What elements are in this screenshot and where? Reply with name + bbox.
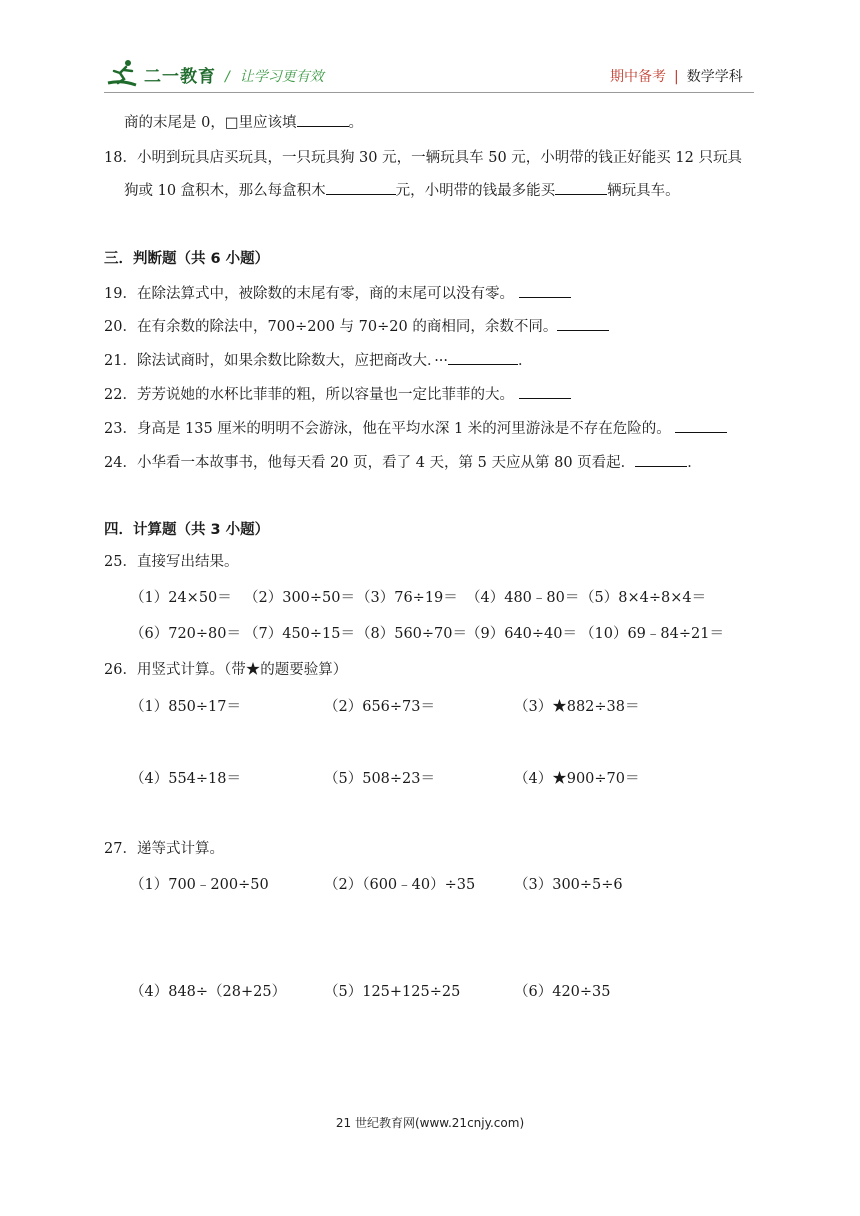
slogan xyxy=(225,66,324,86)
question-25-title: 25．直接写出结果。 xyxy=(104,554,239,570)
q26-item: （2）656÷73＝ xyxy=(324,699,436,715)
q26-item: （4）★900÷70＝ xyxy=(514,771,640,787)
answer-blank[interactable] xyxy=(297,112,349,127)
answer-blank[interactable] xyxy=(635,452,687,467)
question-24 xyxy=(104,452,702,473)
q27-item: （5）125+125÷25 xyxy=(324,984,461,1000)
question-18-part-c: 辆玩具车。 xyxy=(607,183,680,199)
question-18-part-a: 狗或 10 盒积木，那么每盒积木 xyxy=(124,183,326,199)
question-22 xyxy=(104,384,571,405)
logo-text: 二一教育 xyxy=(144,66,216,87)
subject-label: 数学学科 xyxy=(686,69,743,85)
q27-item: （4）848÷（28+25） xyxy=(130,984,287,1000)
question-19-text: 19．在除法算式中，被除数的末尾有零，商的末尾可以没有零。 xyxy=(104,286,514,302)
q25-item: （3）76÷19＝ xyxy=(356,590,458,606)
answer-blank[interactable] xyxy=(555,180,607,195)
answer-blank[interactable] xyxy=(519,283,571,298)
question-24-text: 24．小华看一本故事书，他每天看 20 页，看了 4 天，第 5 天应从第 80 页看起． xyxy=(104,455,636,471)
q25-item: （10）69﹣84÷21＝ xyxy=(580,626,724,642)
answer-blank[interactable] xyxy=(557,316,609,331)
q26-item: （3）★882÷38＝ xyxy=(514,699,640,715)
question-18-line1: 18．小明到玩具店买玩具，一只玩具狗 30 元，一辆玩具车 50 元，小明带的钱正好能买 12 只玩具 xyxy=(104,150,742,166)
q27-item: （2）（600﹣40）÷35 xyxy=(324,877,476,893)
question-18-part-b: 元，小明带的钱最多能买 xyxy=(395,183,556,199)
footer-text: 21 世纪教育网(www.21cnjy.com) xyxy=(335,1116,525,1130)
header-separator: | xyxy=(674,69,679,85)
question-26-title: 26．用竖式计算。（带★的题要验算） xyxy=(104,662,348,678)
question-19 xyxy=(104,283,571,304)
question-23-text: 23．身高是 135 厘米的明明不会游泳，他在平均水深 1 米的河里游泳是不存在危险的。 xyxy=(104,421,671,437)
answer-blank[interactable] xyxy=(675,418,727,433)
header-divider xyxy=(104,92,754,93)
slogan-separator: / xyxy=(225,69,230,85)
q25-item: （4）480﹣80＝ xyxy=(466,590,580,606)
exam-label: 期中备考 xyxy=(610,69,666,85)
answer-blank[interactable] xyxy=(326,180,396,195)
runner-logo-icon xyxy=(106,59,140,89)
slogan-text: 让学习更有效 xyxy=(239,69,324,85)
question-27-title: 27．递等式计算。 xyxy=(104,841,224,857)
section-3-title: 三．判断题（共 6 小题） xyxy=(104,251,270,267)
section-4-title: 四．计算题（共 3 小题） xyxy=(104,522,270,538)
question-18-line2 xyxy=(124,180,680,201)
question-17-tail xyxy=(124,112,363,133)
question-21 xyxy=(104,350,533,371)
q27-item: （1）700﹣200÷50 xyxy=(130,877,269,893)
q26-item: （4）554÷18＝ xyxy=(130,771,242,787)
q27-item: （3）300÷5÷6 xyxy=(514,877,623,893)
question-21-end: ． xyxy=(518,353,533,369)
logo xyxy=(106,58,216,90)
q25-item: （2）300÷50＝ xyxy=(244,590,356,606)
q26-item: （5）508÷23＝ xyxy=(324,771,436,787)
q25-item: （7）450÷15＝ xyxy=(244,626,356,642)
q25-item: （8）560÷70＝ xyxy=(356,626,468,642)
question-20-text: 20．在有余数的除法中，700÷200 与 70÷20 的商相同，余数不同。 xyxy=(104,319,558,335)
q26-item: （1）850÷17＝ xyxy=(130,699,242,715)
header-right xyxy=(610,66,743,86)
q25-item: （1）24×50＝ xyxy=(130,590,232,606)
q25-item: （9）640÷40＝ xyxy=(466,626,578,642)
question-17-end: 。 xyxy=(348,115,364,131)
q25-item: （6）720÷80＝ xyxy=(130,626,242,642)
question-20 xyxy=(104,316,609,337)
answer-blank[interactable] xyxy=(519,384,571,399)
q27-item: （6）420÷35 xyxy=(514,984,611,1000)
question-24-end: ． xyxy=(687,455,702,471)
question-22-text: 22．芳芳说她的水杯比菲菲的粗，所以容量也一定比菲菲的大。 xyxy=(104,387,514,403)
question-23 xyxy=(104,418,727,439)
question-21-text: 21．除法试商时，如果余数比除数大，应把商改大．··· xyxy=(104,353,449,369)
answer-blank[interactable] xyxy=(448,350,518,365)
question-17-text: 商的末尾是 0，□里应该填 xyxy=(124,115,297,131)
q25-item: （5）8×4÷8×4＝ xyxy=(580,590,707,606)
